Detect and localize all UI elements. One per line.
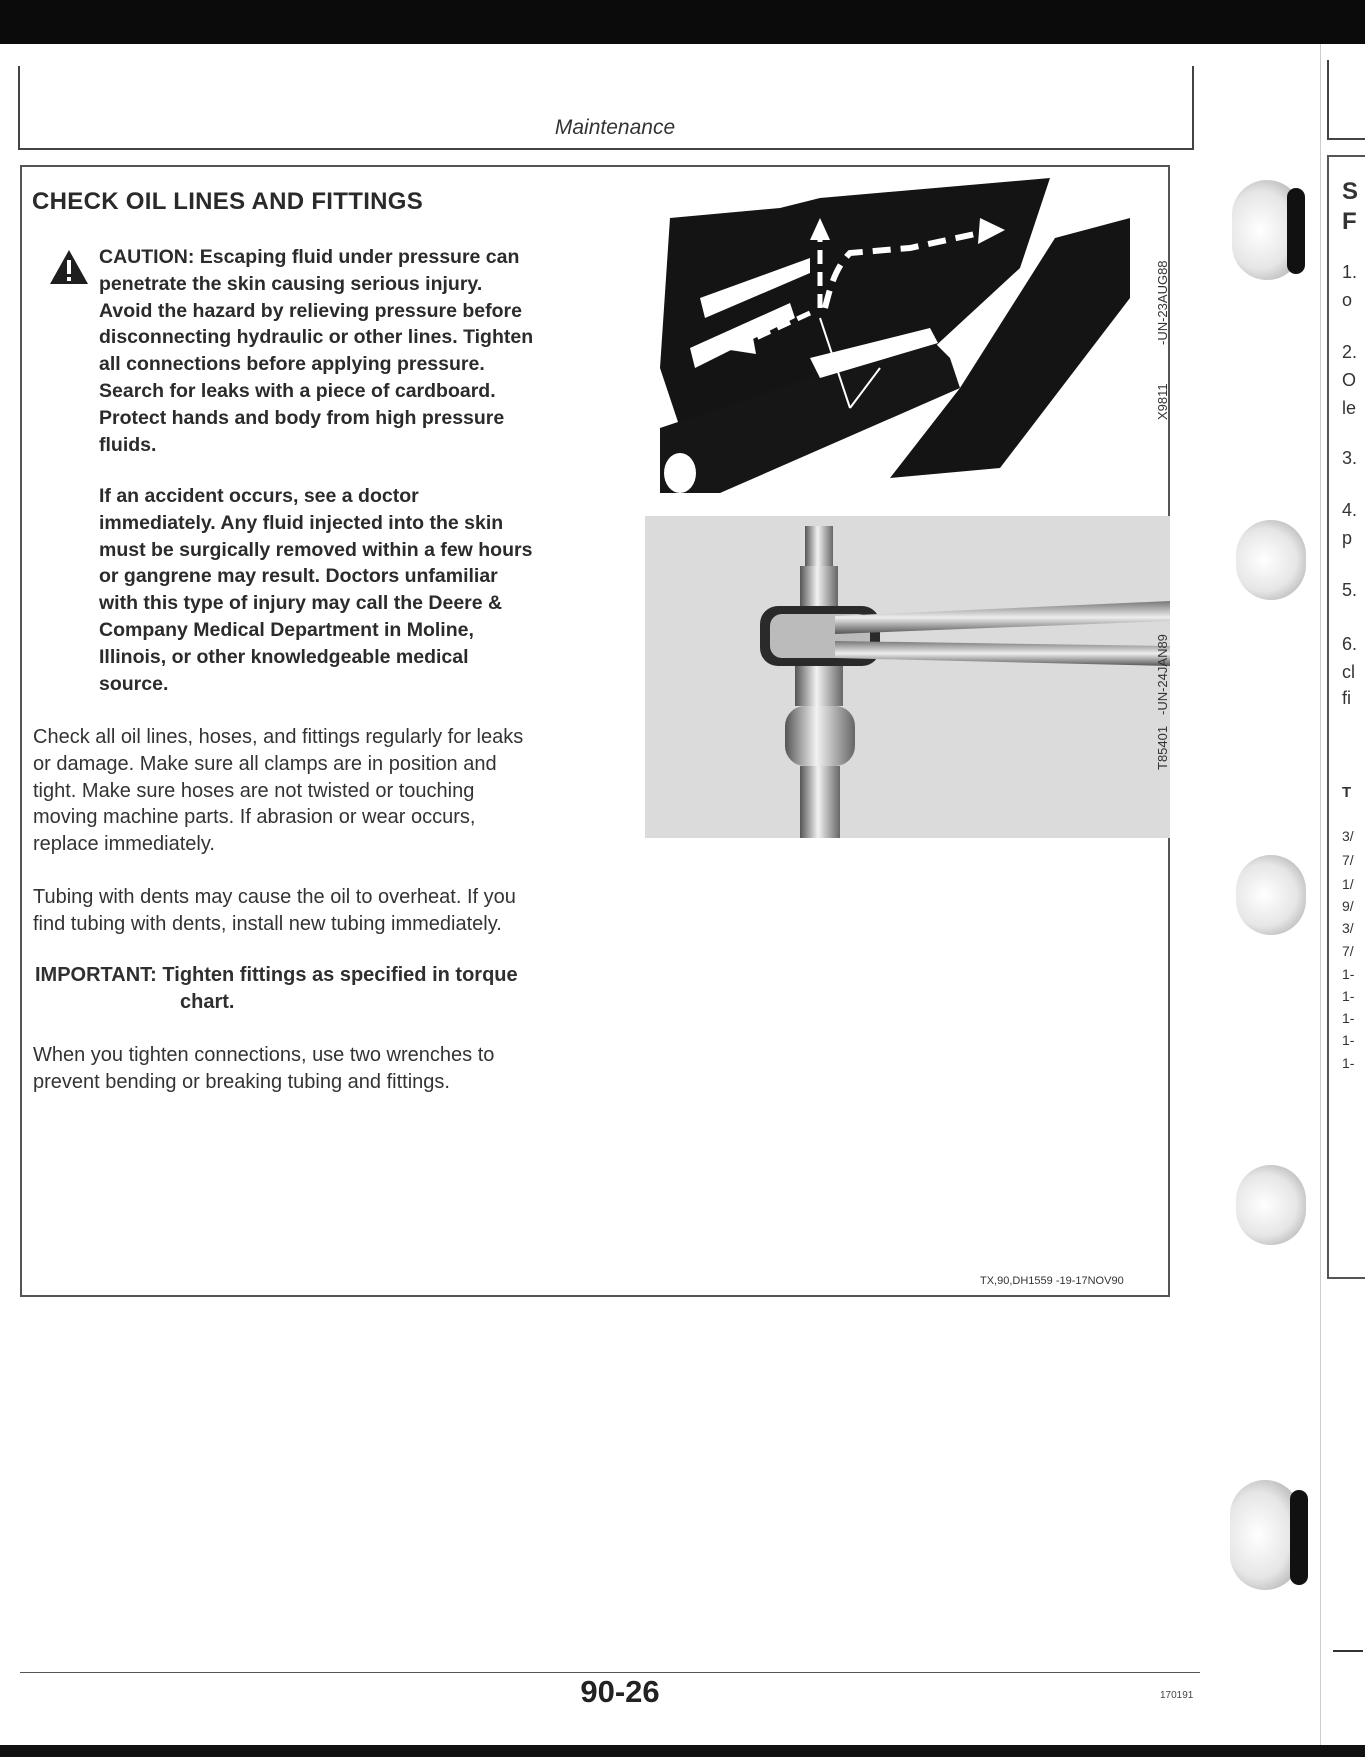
paragraph-check-lines <box>33 724 623 858</box>
page-header-title: Maintenance <box>554 116 676 139</box>
next-page-item: o <box>1342 290 1353 310</box>
accident-line: must be surgically removed within a few hours <box>99 538 533 561</box>
paragraph-line: Tubing with dents may cause the oil to overheat. If you <box>33 886 516 908</box>
next-page-footer-rule <box>1333 1650 1363 1652</box>
next-page-item: cl <box>1342 662 1355 682</box>
caution-line: penetrate the skin causing serious injury. <box>99 272 483 295</box>
caution-line: Avoid the hazard by relieving pressure before <box>99 299 522 322</box>
next-page-item: O <box>1342 370 1357 390</box>
next-page-item: 5. <box>1342 580 1358 600</box>
accident-line: Illinois, or other knowledgeable medical <box>99 645 469 668</box>
next-page-table-item: 3/ <box>1342 828 1354 844</box>
paragraph-tubing-dents <box>33 884 623 938</box>
paragraph-line: tight. Make sure hoses are not twisted or touching <box>33 779 475 802</box>
next-page-item: 6. <box>1342 634 1358 654</box>
binder-ring-shadow <box>1290 1490 1308 1585</box>
scan-bottom-border <box>0 1745 1365 1757</box>
next-page-table-item: 3/ <box>1342 920 1354 936</box>
next-page-item: 4. <box>1342 500 1358 520</box>
important-line: Tighten fittings as specified in torque <box>162 964 518 986</box>
next-page-table-item: 1/ <box>1342 876 1354 892</box>
next-page-item: 1. <box>1342 262 1358 282</box>
next-page-table-item: 1- <box>1342 1032 1355 1048</box>
accident-line: Company Medical Department in Moline, <box>99 618 474 641</box>
next-page-table-item: 7/ <box>1342 943 1354 959</box>
next-page-table-header: T <box>1342 784 1352 801</box>
accident-line: with this type of injury may call the Deere & <box>99 592 503 615</box>
warning-triangle-icon <box>48 248 90 286</box>
binder-ring <box>1236 1165 1306 1245</box>
next-page-table-item: 1- <box>1342 1055 1355 1071</box>
next-page-item: le <box>1342 398 1357 418</box>
next-page-table-item: 9/ <box>1342 898 1354 914</box>
accident-line: source. <box>99 672 169 695</box>
accident-line: or gangrene may result. Doctors unfamiliar <box>99 565 498 588</box>
important-label: IMPORTANT: <box>35 964 157 986</box>
figure2-ref: -UN-24JAN89 <box>1155 634 1170 715</box>
paragraph-line: replace immediately. <box>33 833 215 856</box>
next-page-title-line: F <box>1342 208 1357 235</box>
next-page-item: p <box>1342 528 1353 548</box>
figure2-id: T85401 <box>1155 725 1170 770</box>
two-wrenches-photo <box>645 516 1170 838</box>
next-page-item: 3. <box>1342 448 1358 468</box>
fluid-injection-illustration <box>660 178 1130 493</box>
next-page-table-item: 7/ <box>1342 852 1354 868</box>
caution-line: disconnecting hydraulic or other lines. Tighten <box>99 326 534 349</box>
next-page-table-item: 1- <box>1342 966 1355 982</box>
important-line: chart. <box>180 991 235 1013</box>
caution-line: fluids. <box>99 433 157 456</box>
paragraph-line: When you tighten connections, use two wrenches to <box>33 1044 495 1066</box>
accident-text <box>99 483 619 697</box>
paragraph-line: moving machine parts. If abrasion or wear occurs, <box>33 806 476 829</box>
caution-line: Search for leaks with a piece of cardboard. <box>99 379 496 402</box>
accident-line: If an accident occurs, see a doctor <box>99 485 419 507</box>
binder-ring-shadow <box>1287 188 1305 274</box>
next-page-title-line: S <box>1342 178 1359 205</box>
footer-rule <box>20 1672 1200 1673</box>
caution-line: CAUTION: Escaping fluid under pressure can <box>99 246 520 268</box>
next-page-table-item: 1- <box>1342 988 1355 1004</box>
caution-line: all connections before applying pressure. <box>99 353 485 376</box>
binder-ring <box>1236 855 1306 935</box>
caution-text <box>99 244 619 458</box>
important-note <box>35 962 615 1016</box>
scan-top-border <box>0 0 1365 44</box>
paragraph-line: find tubing with dents, install new tubing immediately. <box>33 912 502 935</box>
next-page-item: fi <box>1342 688 1351 708</box>
paragraph-line: or damage. Make sure all clamps are in position and <box>33 752 497 775</box>
footer-code: 170191 <box>1160 1690 1194 1701</box>
paragraph-line: prevent bending or breaking tubing and fittings. <box>33 1070 450 1093</box>
page-number: 90-26 <box>580 1674 660 1709</box>
binder-ring <box>1236 520 1306 600</box>
next-page-item: 2. <box>1342 342 1358 362</box>
section-title: CHECK OIL LINES AND FITTINGS <box>32 188 424 215</box>
paragraph-line: Check all oil lines, hoses, and fittings regularly for leaks <box>33 726 524 748</box>
caution-line: Protect hands and body from high pressure <box>99 406 505 429</box>
document-reference: TX,90,DH1559 -19-17NOV90 <box>980 1275 1124 1287</box>
next-page-table-item: 1- <box>1342 1010 1355 1026</box>
next-page-header-frame <box>1327 60 1365 140</box>
accident-line: immediately. Any fluid injected into the skin <box>99 511 504 534</box>
paragraph-two-wrenches <box>33 1042 623 1096</box>
next-page-section-frame <box>1327 155 1365 1279</box>
figure1-ref: -UN-23AUG88 <box>1155 260 1170 345</box>
figure1-id: X9811 <box>1155 383 1170 420</box>
